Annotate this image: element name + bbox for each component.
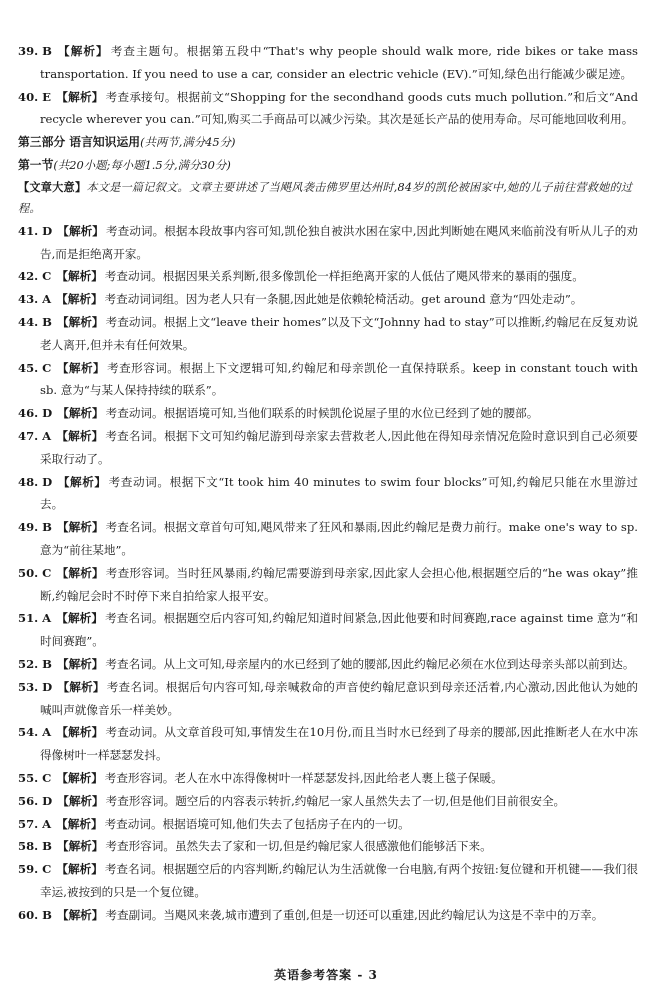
analysis-tag: 【解析】 <box>56 839 104 854</box>
answer-list <box>18 220 638 927</box>
analysis-text: 考查形容词。根据上下文逻辑可知,约翰尼和母亲凯伦一直保持联系。keep in constant touch with sb. 意为“与某人保持持续的联系”。 <box>40 360 638 398</box>
analysis-text: 考查动词。根据语境可知,他们失去了包括房子在内的一切。 <box>104 816 410 831</box>
answer-item <box>18 813 638 836</box>
answer-letter: B <box>42 839 52 854</box>
subsection-title: 第一节 <box>18 157 54 172</box>
summary-text: 本文是一篇记叙文。文章主要讲述了当飓风袭击佛罗里达州时,84岁的凯伦被困家中,她的儿子前往营救她的过程。 <box>18 180 633 215</box>
item-number: 53. <box>18 679 39 694</box>
analysis-text: 考查名词。从上文可知,母亲屋内的水已经到了她的腰部,因此约翰尼必须在水位到达母亲头部以前到达。 <box>105 656 635 671</box>
answer-letter: D <box>42 793 53 808</box>
answer-letter: E <box>42 89 52 104</box>
analysis-tag: 【解析】 <box>57 474 107 489</box>
answer-item <box>18 288 638 311</box>
answer-item <box>18 790 638 813</box>
section-scoring: (共两节,满分45分) <box>140 135 236 150</box>
answer-item <box>18 904 638 927</box>
item-number: 51. <box>18 611 39 626</box>
answer-item <box>18 402 638 425</box>
item-number: 55. <box>18 770 39 785</box>
answer-letter: C <box>42 565 52 580</box>
analysis-tag: 【解析】 <box>56 269 103 284</box>
answer-item <box>18 607 638 653</box>
section-title: 第三部分 语言知识运用 <box>18 135 141 150</box>
article-summary <box>18 177 638 219</box>
analysis-text: 考查名词。根据后句内容可知,母亲喊救命的声音使约翰尼意识到母亲还活着,内心激动,因此他认为她的喊叫声就像音乐一样美妙。 <box>40 679 638 717</box>
page-footer: 英语参考答案 - 3 <box>274 968 378 982</box>
analysis-text: 考查形容词。老人在水中冻得像树叶一样瑟瑟发抖,因此给老人裹上毯子保暖。 <box>104 770 503 785</box>
answer-item <box>18 516 638 562</box>
item-number: 47. <box>18 428 39 443</box>
analysis-tag: 【解析】 <box>56 907 104 922</box>
item-number: 44. <box>18 314 39 329</box>
answer-letter: C <box>42 269 52 284</box>
answer-item <box>18 265 638 288</box>
section-heading <box>18 131 638 154</box>
analysis-tag: 【解析】 <box>56 565 104 580</box>
answer-item <box>18 425 638 471</box>
item-number: 43. <box>18 292 39 307</box>
answer-letter: C <box>42 770 52 785</box>
analysis-text: 考查名词。根据文章首句可知,飓风带来了狂风和暴雨,因此约翰尼是费力前行。make one's way to sp. 意为“前往某地”。 <box>40 520 638 557</box>
answer-item <box>18 357 638 403</box>
item-number: 56. <box>18 793 39 808</box>
answer-letter: A <box>42 725 52 740</box>
answer-item <box>18 653 638 676</box>
answer-letter: D <box>42 679 53 694</box>
analysis-tag: 【解析】 <box>56 520 104 535</box>
answer-letter: B <box>42 44 52 58</box>
item-number: 58. <box>18 839 39 854</box>
answer-letter: C <box>42 360 52 375</box>
answer-letter: D <box>42 406 53 421</box>
analysis-tag: 【解析】 <box>57 679 105 694</box>
item-number: 40. <box>18 89 39 104</box>
answer-letter: C <box>42 862 52 877</box>
item-number: 39. <box>18 44 39 58</box>
summary-tag: 【文章大意】 <box>18 179 87 194</box>
answer-letter: B <box>42 907 52 922</box>
answer-item <box>18 721 638 767</box>
answer-letter: B <box>42 520 52 535</box>
analysis-text: 考查动词。根据本段故事内容可知,凯伦独自被洪水困在家中,因此判断她在飓风来临前没有听从儿子的劝告,而是拒绝离开家。 <box>40 223 638 261</box>
answer-item <box>18 767 638 790</box>
answer-item <box>18 311 638 357</box>
item-number: 41. <box>18 223 39 238</box>
answer-item-40 <box>18 86 638 132</box>
answer-letter: D <box>42 474 53 489</box>
answer-item <box>18 471 638 517</box>
analysis-text: 考查动词。根据语境可知,当他们联系的时候凯伦说屋子里的水位已经到了她的腰部。 <box>105 406 539 421</box>
item-number: 46. <box>18 406 39 421</box>
analysis-text: 考查副词。当飓风来袭,城市遭到了重创,但是一切还可以重建,因此约翰尼认为这是不幸中的万幸。 <box>105 907 604 922</box>
answer-letter: A <box>42 816 52 831</box>
analysis-text: 考查名词。根据下文可知约翰尼游到母亲家去营救老人,因此他在得知母亲情况危险时意识到自己必须要采取行动了。 <box>40 428 638 466</box>
analysis-tag: 【解析】 <box>56 428 104 443</box>
analysis-text: 考查动词。根据上文“leave their homes”以及下文“Johnny had to stay”可以推断,约翰尼在反复劝说老人离开,但并未有任何效果。 <box>40 314 638 352</box>
item-number: 49. <box>18 520 39 535</box>
analysis-tag: 【解析】 <box>56 611 104 626</box>
analysis-tag: 【解析】 <box>56 770 103 785</box>
analysis-tag: 【解析】 <box>56 816 103 831</box>
analysis-tag: 【解析】 <box>57 406 104 421</box>
analysis-text: 考查名词。根据题空后内容可知,约翰尼知道时间紧急,因此他要和时间赛跑,race against time 意为“和时间赛跑”。 <box>40 611 638 649</box>
answer-item <box>18 858 638 904</box>
subsection-scoring: (共20小题;每小题1.5分,满分30分) <box>53 157 231 172</box>
answer-item-39 <box>18 40 638 86</box>
answer-letter: B <box>42 314 52 329</box>
answer-item <box>18 835 638 858</box>
analysis-text: 考查形容词。当时狂风暴雨,约翰尼需要游到母亲家,因此家人会担心他,根据题空后的“he was okay”推断,约翰尼会时不时停下来自拍给家人报平安。 <box>40 565 638 603</box>
answer-item <box>18 562 638 608</box>
page-content <box>18 40 638 926</box>
analysis-tag: 【解析】 <box>56 89 104 104</box>
analysis-tag: 【解析】 <box>56 44 109 58</box>
analysis-text: 考查名词。根据题空后的内容判断,约翰尼认为生活就像一台电脑,有两个按钮:复位键和开机键——我们很幸运,被按到的只是一个复位键。 <box>40 862 638 899</box>
analysis-tag: 【解析】 <box>56 725 104 740</box>
answer-item <box>18 220 638 266</box>
analysis-text: 考查动词。根据下文“It took him 40 minutes to swim four blocks”可知,约翰尼只能在水里游过去。 <box>40 474 638 512</box>
analysis-tag: 【解析】 <box>56 360 106 375</box>
answer-letter: D <box>42 223 53 238</box>
item-number: 57. <box>18 816 39 831</box>
analysis-tag: 【解析】 <box>56 314 104 329</box>
item-number: 59. <box>18 862 39 877</box>
analysis-text: 考查动词词组。因为老人只有一条腿,因此她是依赖轮椅活动。get around 意为“四处走动”。 <box>104 292 583 307</box>
answer-letter: A <box>42 611 52 626</box>
answer-letter: A <box>42 428 52 443</box>
item-number: 54. <box>18 725 39 740</box>
answer-letter: B <box>42 656 52 671</box>
item-number: 45. <box>18 360 39 375</box>
analysis-tag: 【解析】 <box>56 656 104 671</box>
analysis-tag: 【解析】 <box>56 862 103 877</box>
item-number: 50. <box>18 565 39 580</box>
item-number: 48. <box>18 474 39 489</box>
answer-item <box>18 676 638 722</box>
subsection-heading <box>18 154 638 177</box>
analysis-tag: 【解析】 <box>56 292 103 307</box>
item-number: 42. <box>18 269 39 284</box>
analysis-text: 考查承接句。根据前文“Shopping for the secondhand goods cuts much pollution.”和后文“And recycle wherever you can.”可知,购买二手商品可以减少污染。其次是延长产品的使用寿命。尽可能地回收利用。 <box>40 89 638 127</box>
item-number: 52. <box>18 656 39 671</box>
analysis-text: 考查形容词。题空后的内容表示转折,约翰尼一家人虽然失去了一切,但是他们目前很安全。 <box>105 793 566 808</box>
item-number: 60. <box>18 907 39 922</box>
analysis-text: 考查主题句。根据第五段中“That's why people should walk more, ride bikes or take mass transportation. If you need to use a car, consider an electric vehicle (EV).”可知,绿色出行能减少碳足迹。 <box>40 44 638 81</box>
analysis-tag: 【解析】 <box>57 223 104 238</box>
analysis-tag: 【解析】 <box>57 793 104 808</box>
analysis-text: 考查形容词。虽然失去了家和一切,但是约翰尼家人很感激他们能够活下来。 <box>105 839 492 854</box>
analysis-text: 考查动词。从文章首段可知,事情发生在10月份,而且当时水已经到了母亲的腰部,因此推断老人在水中冻得像树叶一样瑟瑟发抖。 <box>40 725 638 763</box>
answer-letter: A <box>42 292 52 307</box>
analysis-text: 考查动词。根据因果关系判断,很多像凯伦一样拒绝离开家的人低估了飓风带来的暴雨的强度。 <box>104 269 584 284</box>
